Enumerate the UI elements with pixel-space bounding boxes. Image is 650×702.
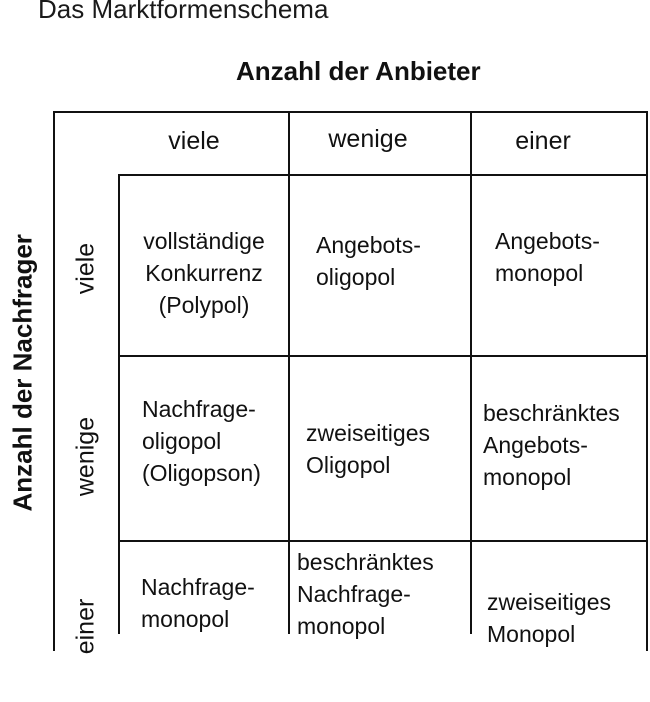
column-header-einer: einer [515, 127, 571, 155]
cell-viele-viele: vollständige Konkurrenz (Polypol) [143, 228, 265, 318]
cell-viele-einer: Angebots- monopol [495, 228, 600, 286]
cell-viele-wenige: Angebots- oligopol [316, 232, 421, 290]
row-header-einer: einer [71, 598, 100, 655]
grid-line-col-0 [118, 174, 120, 634]
row-header-wenige: wenige [71, 416, 100, 497]
column-header-viele: viele [168, 127, 220, 155]
cell-wenige-wenige: zweiseitiges Oligopol [306, 420, 430, 478]
cell-wenige-viele: Nachfrage- oligopol (Oligopson) [142, 396, 261, 486]
cell-einer-viele: Nachfrage- monopol [141, 574, 255, 632]
grid-line-row-1 [118, 355, 648, 357]
row-axis-title: Anzahl der Nachfrager [7, 234, 38, 512]
column-axis-title: Anzahl der Anbieter [236, 56, 481, 86]
cell-einer-wenige: beschränktes Nachfrage- monopol [297, 549, 434, 639]
grid-line-header [118, 174, 648, 176]
row-header-viele: viele [71, 242, 100, 295]
page-title: Das Marktformenschema [38, 0, 329, 24]
grid-line-row-2 [118, 540, 648, 542]
column-header-wenige: wenige [328, 125, 408, 153]
cell-einer-einer: zweiseitiges Monopol [487, 589, 611, 647]
grid-line-col-2 [470, 111, 472, 634]
grid-line-col-1 [288, 111, 290, 634]
cell-wenige-einer: beschränktes Angebots- monopol [483, 400, 620, 490]
